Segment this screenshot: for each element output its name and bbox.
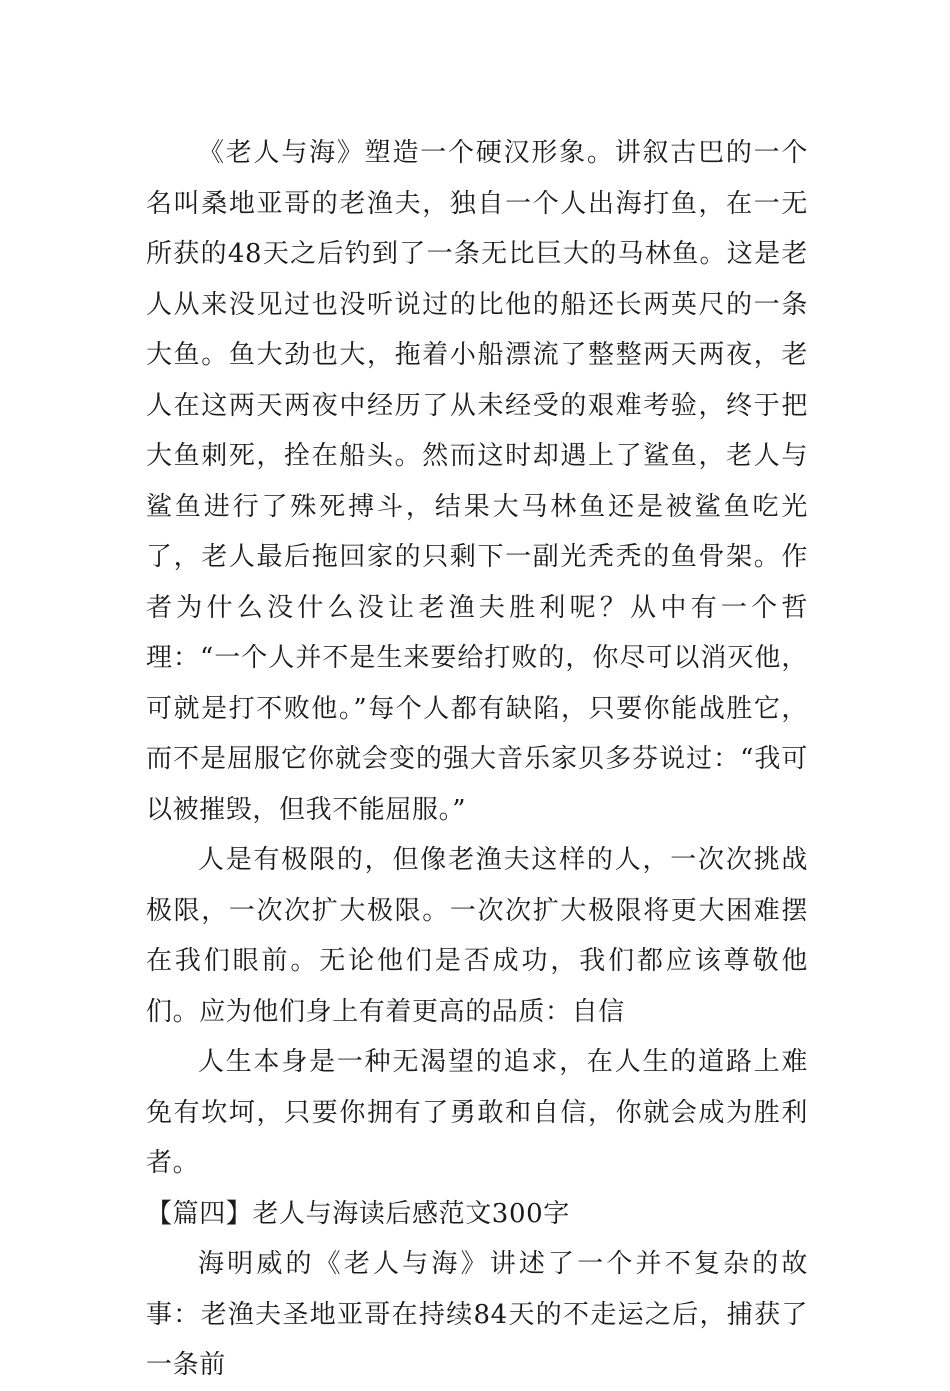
document-body (146, 128, 808, 1391)
paragraph-3: 人生本身是一种无渴望的追求，在人生的道路上难免有坎坷，只要你拥有了勇敢和自信，你就会成为胜利者。 (146, 1047, 808, 1178)
paragraph-1: 《老人与海》塑造一个硬汉形象。讲叙古巴的一个名叫桑地亚哥的老渔夫，独自一个人出海打鱼，在一无所获的48天之后钓到了一条无比巨大的马林鱼。这是老人从来没见过也没听说过的比他的船还长两英尺的一条大鱼。鱼大劲也大，拖着小船漂流了整整两天两夜，老人在这两天两夜中经历了从未经受的艰难考验，终于把大鱼刺死，拴在船头。然而这时却遇上了鲨鱼，老人与鲨鱼进行了殊死搏斗，结果大马林鱼还是被鲨鱼吃光了，老人最后拖回家的只剩下一副光秃秃的鱼骨架。作者为什么没什么没让老渔夫胜利呢？从中有一个哲理：“一个人并不是生来要给打败的，你尽可以消灭他，可就是打不败他。”每个人都有缺陷，只要你能战胜它，而不是屈服它你就会变的强大音乐家贝多芬说过：“我可以被摧毁，但我不能屈服。” (146, 138, 808, 825)
section-heading: 【篇四】老人与海读后感范文300字 (146, 1198, 570, 1229)
paragraph-2: 人是有极限的，但像老渔夫这样的人，一次次挑战极限，一次次扩大极限。一次次扩大极限将更大困难摆在我们眼前。无论他们是否成功，我们都应该尊敬他们。应为他们身上有着更高的品质：自信 (146, 845, 808, 1027)
paragraph-4: 海明威的《老人与海》讲述了一个并不复杂的故事：老渔夫圣地亚哥在持续84天的不走运之后，捕获了一条前 (146, 1249, 808, 1380)
